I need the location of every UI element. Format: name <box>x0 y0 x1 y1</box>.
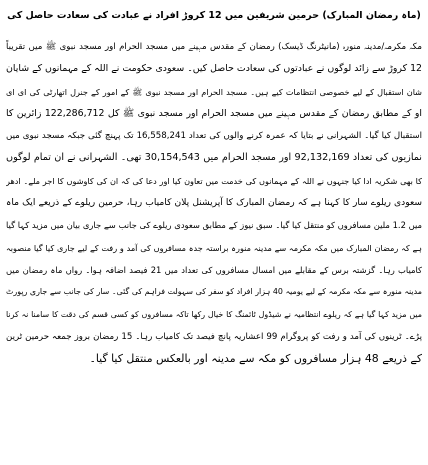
body-line: میں 1.2 ملین مسافروں کو منتقل کیا گیا۔ سبق نیوز کے مطابق سعودی ریلوے کی جانب سے جاری بیان میں مزید کہا گیا <box>6 220 422 231</box>
body-line: میں مزید کہا گیا ہے کہ ریلوے انتظامیہ نے شیڈول ٹائمنگ کا خیال رکھا تاکہ مسافروں کو کسی قسم کی دقت کا سامنا نہ کرنا <box>6 309 422 319</box>
body-line: کامیاب رہا۔ گزشتہ برس کے مقابلے میں امسال مسافروں کی تعداد میں 21 فیصد اضافہ ہوا۔ رواں ماہ رمضان میں <box>6 264 422 275</box>
body-line: سعودی ریلوے سار کا کہنا ہے کہ رمضان المبارک کا آپریشنل پلان کامیاب رہا، حرمین ریلوے کے ذریعے ایک ماہ <box>6 198 422 209</box>
article-headline: (ماہ رمضان المبارک) حرمین شریفین میں 12 کروڑ افراد نے عبادت کی سعادت حاصل کی <box>7 10 421 21</box>
body-line: کا بھی شکریہ ادا کیا جنہوں نے اللہ کے مہمانوں کی خدمت میں تعاون کیا اور دعا کی کہ ان کی کاوشوں کا اجر ملے۔ ادھر <box>6 175 422 186</box>
article-body <box>6 36 422 370</box>
body-line: نمازیوں کی تعداد 92,132,169 اور مسجد الحرام میں 30,154,543 تھی۔ الشہرانی نے ان تمام لوگوں <box>6 152 422 164</box>
body-line: مدینہ منورہ سے مکہ مکرمہ کے لیے یومیہ 40 ہزار افراد کو سفر کی سہولت فراہم کی گئی۔ سار کی جانب سے جاری رپورٹ <box>6 287 422 297</box>
body-line: شان استقبال کے لیے خصوصی انتظامات کیے ہیں۔ مسجد الحرام اور مسجد نبوی ﷺ کے امور کے جنرل اتھارٹی کی ای ای <box>6 86 422 97</box>
body-line: مکہ مکرمہ/مدینہ منورہ (مانیٹرنگ ڈیسک) رمضان کے مقدس مہینے میں مسجد الحرام اور مسجد نبوی ﷺ میں تقریباً <box>6 42 422 52</box>
body-line: ہے کہ رمضان المبارک میں مکہ مکرمہ سے مدینہ منورہ براستہ جدہ مسافروں کی آمد و رفت کے لیے جاری کیا گیا منصوبہ <box>6 242 422 253</box>
body-line: او کے مطابق رمضان کے مقدس مہینے میں مسجد الحرام اور مسجد نبوی ﷺ کل 122,286,712 زائرین کا <box>6 107 422 119</box>
body-line: استقبال کیا گیا۔ الشہرانی نے بتایا کہ عمرہ کرنے والوں کی تعداد 16,558,241 تک پہنچ گئی جبکہ مسجد نبوی میں <box>6 131 422 142</box>
body-line: پڑے۔ ٹرینوں کی آمد و رفت کو پروگرام 99 اعشاریہ پانچ فیصد تک کامیاب رہا۔ 15 رمضان بروز جمعہ حرمین ٹرین <box>6 331 422 342</box>
body-line: کے ذریعے 48 ہزار مسافروں کو مکہ سے مدینہ اور بالعکس منتقل کیا گیا۔ <box>89 352 422 366</box>
body-line: 12 کروڑ سے زائد لوگوں نے عبادتوں کی سعادت حاصل کیں۔ سعودی حکومت نے اللہ کے مہمانوں کے شایان <box>6 63 422 75</box>
